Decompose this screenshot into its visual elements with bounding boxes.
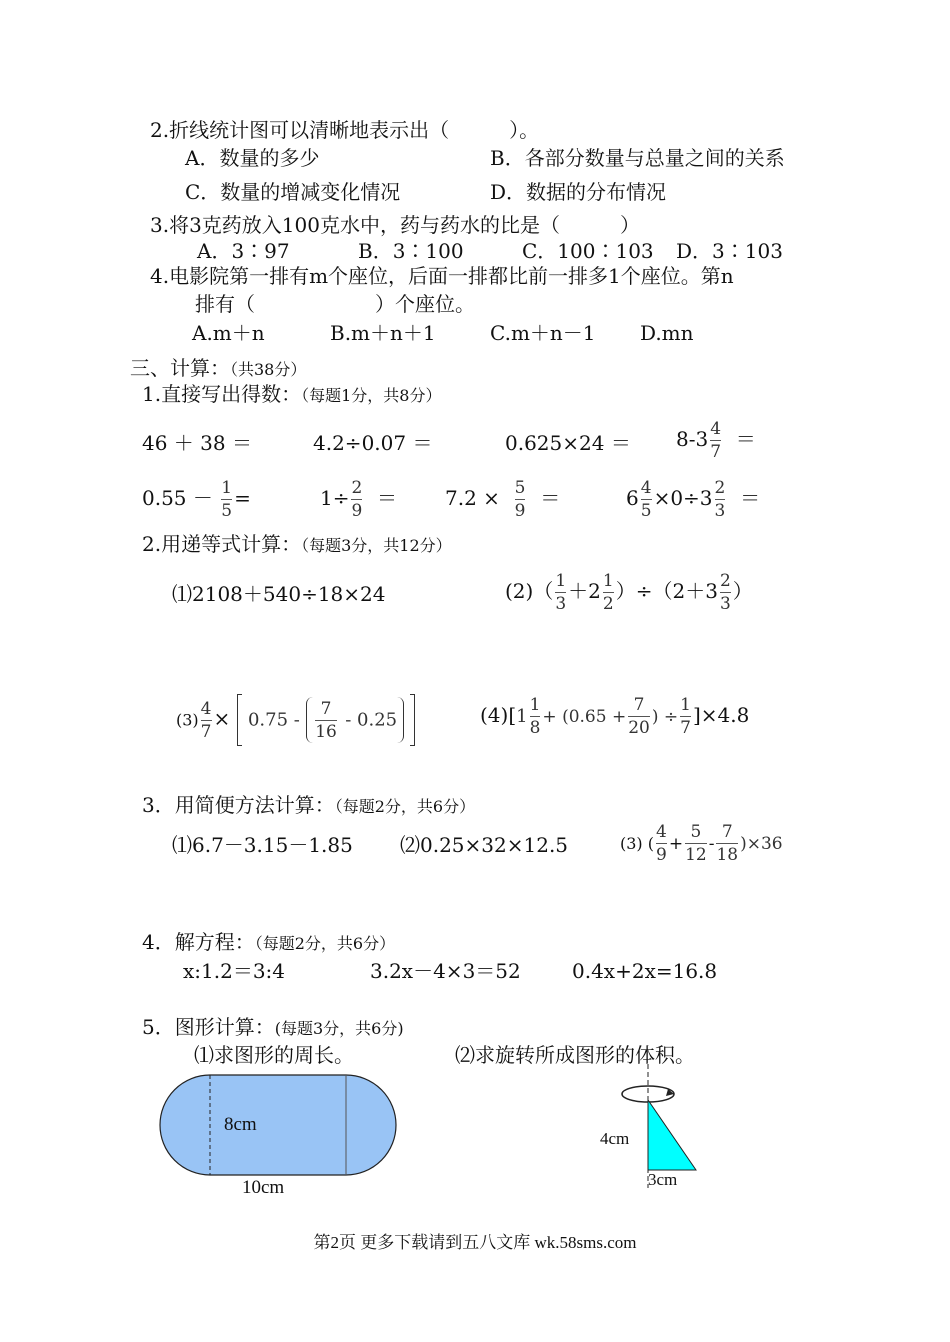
right-triangle bbox=[648, 1100, 696, 1170]
numerator: 2 bbox=[719, 571, 731, 591]
numerator: 4 bbox=[656, 822, 667, 842]
denominator: 18 bbox=[716, 845, 739, 865]
figure-title-text: 5．图形计算： bbox=[142, 1015, 275, 1039]
q2-option-a: A．数量的多少 bbox=[185, 146, 320, 170]
direct-title-text: 1.直接写出得数： bbox=[142, 382, 302, 406]
fraction bbox=[221, 477, 232, 522]
denominator: 7 bbox=[200, 721, 212, 742]
denominator: 7 bbox=[680, 718, 691, 738]
right-bracket bbox=[410, 694, 415, 746]
recur-e4-d: ) ÷ bbox=[651, 707, 679, 727]
denominator: 3 bbox=[555, 594, 567, 614]
q4-option-a: A.m＋n bbox=[192, 321, 265, 345]
recur-e3-e: - 0.25 bbox=[345, 709, 398, 731]
fraction bbox=[716, 821, 738, 866]
recur-e2-c: ）÷（2＋3 bbox=[615, 579, 718, 603]
direct-p8-eq: ＝ bbox=[740, 486, 761, 510]
direct-p8-mid: ×0÷3 bbox=[653, 486, 713, 510]
section3-title bbox=[130, 356, 306, 382]
fraction bbox=[641, 477, 652, 522]
equation-title-text: 4．解方程： bbox=[142, 930, 255, 954]
recur-e3-a: (3) bbox=[176, 710, 199, 730]
simple-score: （每题2分，共6分） bbox=[334, 797, 476, 816]
q3-option-a: A．3∶97 bbox=[197, 239, 290, 263]
q2-option-b: B．各部分数量与总量之间的关系 bbox=[490, 146, 785, 170]
simple-e3-d: )×36 bbox=[740, 834, 783, 854]
fraction bbox=[715, 477, 726, 522]
fraction bbox=[656, 821, 667, 866]
direct-p5-lead: 0.55 － bbox=[142, 486, 213, 510]
direct-p7-lead: 7.2 × bbox=[445, 486, 500, 510]
q4-stem-line1: 4.电影院第一排有m个座位，后面一排都比前一排多1个座位。第n bbox=[150, 264, 734, 288]
recur-title bbox=[142, 532, 452, 558]
figure-score: (每题3分，共6分) bbox=[274, 1019, 404, 1038]
left-paren bbox=[306, 697, 313, 743]
denominator: 5 bbox=[640, 501, 652, 521]
recur-e2-b: ＋2 bbox=[568, 579, 601, 603]
direct-problem-8 bbox=[626, 477, 760, 522]
q4-stem-line2: 排有（ ）个座位。 bbox=[195, 292, 475, 316]
recur-e2-a: (2)（ bbox=[505, 579, 554, 603]
numerator: 1 bbox=[555, 571, 567, 591]
recur-e4-b: 1 bbox=[516, 706, 528, 727]
numerator: 7 bbox=[633, 695, 645, 715]
fraction bbox=[685, 821, 707, 866]
left-bracket bbox=[237, 694, 242, 746]
simple-expr-2: ⑵0.25×32×12.5 bbox=[400, 833, 569, 857]
direct-p6-lead: 1÷ bbox=[320, 486, 350, 510]
section3-title-text: 三、计算： bbox=[130, 356, 230, 380]
figure-title bbox=[142, 1015, 404, 1041]
direct-problem-2: 4.2÷0.07 ＝ bbox=[313, 431, 433, 455]
recur-e3-c: 0.75 - bbox=[247, 709, 300, 731]
recur-expr-4 bbox=[480, 694, 749, 739]
fraction bbox=[720, 570, 731, 615]
direct-title bbox=[142, 382, 441, 408]
direct-problem-4 bbox=[676, 418, 756, 463]
q2-option-c: C．数量的增减变化情况 bbox=[185, 180, 401, 204]
q2-stem: 2.折线统计图可以清晰地表示出（ ）。 bbox=[150, 118, 540, 142]
numerator: 1 bbox=[529, 695, 541, 715]
numerator: 4 bbox=[640, 478, 652, 498]
numerator: 2 bbox=[351, 478, 363, 498]
label-width: 10cm bbox=[242, 1177, 285, 1198]
denominator: 9 bbox=[351, 501, 363, 521]
equation-1: x:1.2＝3:4 bbox=[183, 959, 286, 983]
fraction bbox=[555, 570, 566, 615]
section3-score: （共38分） bbox=[230, 360, 307, 379]
figure-question-2: ⑵求旋转所成图形的体积。 bbox=[455, 1043, 695, 1067]
direct-p8-lead: 6 bbox=[626, 486, 639, 510]
denominator: 8 bbox=[529, 718, 541, 738]
recur-e2-d: ） bbox=[732, 579, 753, 603]
simple-title bbox=[142, 793, 475, 819]
simple-e3-minus: - bbox=[708, 834, 715, 854]
numerator: 4 bbox=[200, 698, 212, 719]
fraction bbox=[315, 698, 337, 743]
q2-option-d: D．数据的分布情况 bbox=[490, 180, 667, 204]
numerator: 4 bbox=[710, 419, 722, 439]
simple-expr-3 bbox=[620, 821, 783, 866]
recur-expr-2 bbox=[505, 570, 753, 615]
simple-title-text: 3．用简便方法计算： bbox=[142, 793, 335, 817]
figure-question-1: ⑴求图形的周长。 bbox=[194, 1043, 354, 1067]
direct-problem-7 bbox=[445, 477, 560, 522]
simple-e3-a: (3) ( bbox=[620, 834, 654, 853]
label-height: 8cm bbox=[224, 1114, 257, 1135]
denominator: 9 bbox=[656, 845, 667, 865]
fraction bbox=[530, 694, 541, 739]
equation-score: （每题2分，共6分） bbox=[254, 934, 396, 953]
numerator: 5 bbox=[690, 822, 702, 842]
recur-expr-3 bbox=[176, 694, 415, 746]
direct-score: （每题1分，共8分） bbox=[301, 386, 442, 405]
equation-2: 3.2x－4×3＝52 bbox=[370, 959, 521, 983]
q3-option-d: D．3∶103 bbox=[676, 239, 783, 263]
numerator: 1 bbox=[680, 695, 691, 715]
denominator: 3 bbox=[719, 594, 731, 614]
recur-expr-1: ⑴2108＋540÷18×24 bbox=[172, 582, 386, 606]
recur-score: （每题3分，共12分） bbox=[301, 536, 452, 555]
q3-stem: 3.将3克药放入100克水中，药与药水的比是（ ） bbox=[150, 213, 640, 237]
denominator: 16 bbox=[315, 721, 337, 742]
fraction bbox=[628, 694, 650, 739]
q3-option-c: C．100∶103 bbox=[522, 239, 654, 263]
direct-p6-eq: ＝ bbox=[377, 486, 398, 510]
numerator: 2 bbox=[714, 478, 726, 498]
denominator: 12 bbox=[685, 845, 707, 865]
direct-problem-3: 0.625×24 ＝ bbox=[505, 431, 631, 455]
q3-option-b: B．3∶100 bbox=[358, 239, 464, 263]
fraction bbox=[710, 418, 721, 463]
numerator: 1 bbox=[602, 571, 614, 591]
q4-option-b: B.m＋n＋1 bbox=[330, 321, 436, 345]
numerator: 7 bbox=[320, 698, 332, 719]
numerator: 7 bbox=[721, 822, 733, 842]
equation-title bbox=[142, 930, 395, 956]
q4-option-c: C.m＋n－1 bbox=[490, 321, 596, 345]
numerator: 1 bbox=[221, 478, 233, 498]
fraction bbox=[201, 698, 212, 743]
fraction bbox=[603, 570, 614, 615]
recur-title-text: 2.用递等式计算： bbox=[142, 532, 302, 556]
fraction bbox=[515, 477, 526, 522]
right-paren bbox=[397, 697, 404, 743]
fraction bbox=[680, 694, 691, 739]
numerator: 5 bbox=[514, 478, 526, 498]
direct-p5-eq: = bbox=[234, 486, 251, 510]
direct-problem-6 bbox=[320, 477, 397, 522]
denominator: 5 bbox=[221, 501, 233, 521]
denominator: 20 bbox=[628, 718, 650, 738]
recur-e3-times: × bbox=[213, 706, 231, 731]
denominator: 9 bbox=[514, 501, 526, 521]
fraction bbox=[351, 477, 362, 522]
recur-e4-c: + (0.65 + bbox=[542, 707, 627, 727]
equation-3: 0.4x+2x=16.8 bbox=[572, 959, 718, 983]
denominator: 7 bbox=[710, 442, 722, 462]
denominator: 3 bbox=[714, 501, 726, 521]
stadium-shape bbox=[160, 1075, 396, 1175]
label-triangle-base: 3cm bbox=[648, 1170, 678, 1189]
direct-p4-lead: 8-3 bbox=[676, 427, 709, 451]
direct-problem-1: 46 ＋ 38 ＝ bbox=[142, 431, 252, 455]
direct-p4-eq: ＝ bbox=[735, 427, 756, 451]
simple-expr-1: ⑴6.7－3.15－1.85 bbox=[172, 833, 353, 857]
q4-option-d: D.mn bbox=[640, 321, 694, 345]
recur-e4-a: (4)[ bbox=[480, 703, 517, 727]
page-footer: 第2页 更多下载请到五八文库 wk.58sms.com bbox=[313, 1233, 637, 1252]
direct-p7-eq: ＝ bbox=[540, 486, 561, 510]
direct-problem-5 bbox=[142, 477, 251, 522]
simple-e3-plus: + bbox=[668, 834, 684, 854]
denominator: 2 bbox=[602, 594, 614, 614]
recur-e4-e: ]×4.8 bbox=[692, 703, 750, 727]
label-triangle-height: 4cm bbox=[600, 1129, 630, 1148]
